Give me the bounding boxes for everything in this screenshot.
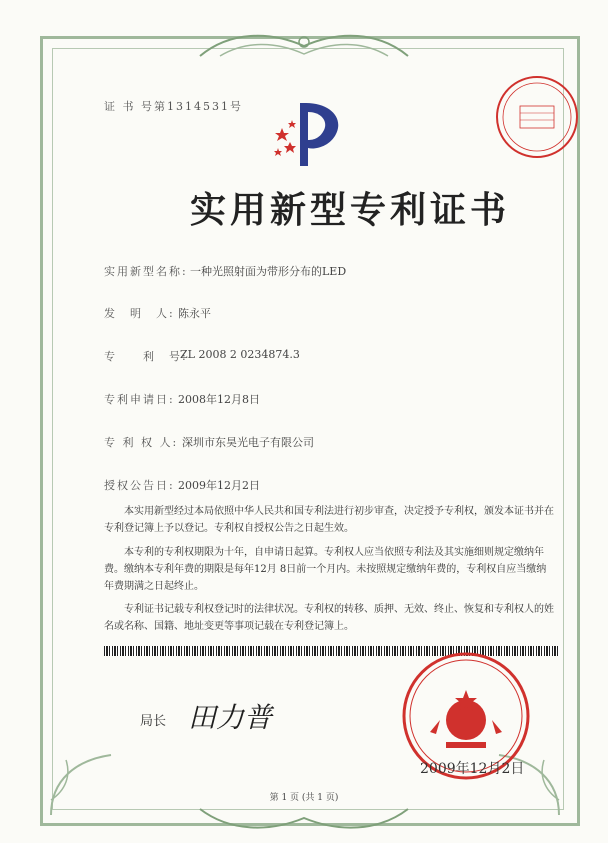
paragraph-term: 本专利的专利权期限为十年，自申请日起算。专利权人应当依照专利法及其实施细则规定缴纳年费。缴纳本专利年费的期限是每年12月 8日前一个月内。未按照规定缴纳年费的，专利权自应当缴纳年费期满之日起终止。: [104, 547, 547, 592]
field-label-filing-date: 专利申请日:: [104, 393, 175, 406]
field-label-inventor: 发 明 人:: [104, 307, 175, 320]
field-value-filing-date: 2008年12月8日: [178, 393, 260, 406]
bottom-ornament: [190, 804, 418, 834]
certificate-number: 证 书 号第1314531号: [104, 100, 243, 113]
director-signature: 田力普: [188, 701, 273, 734]
field-value-inventor: 陈永平: [178, 307, 211, 320]
corner-ornament-bl: [46, 740, 116, 820]
registration-seal: [492, 72, 582, 162]
field-value-name: 一种光照射面为带形分布的LED: [190, 265, 347, 278]
paragraph-grant: 本实用新型经过本局依照中华人民共和国专利法进行初步审查，决定授予专利权，颁发本证书并在专利登记簿上予以登记。专利权自授权公告之日起生效。: [104, 506, 554, 534]
field-label-patentee: 专 利 权 人:: [104, 436, 179, 449]
patent-office-logo: [268, 98, 348, 168]
field-label-patent-number: 专 利 号:: [104, 350, 188, 363]
director-label: 局长: [140, 714, 167, 729]
top-ornament: [190, 26, 418, 66]
field-value-patent-number: ZL 2008 2 0234874.3: [180, 348, 300, 361]
paragraph-legal-status: 专利证书记载专利权登记时的法律状况。专利权的转移、质押、无效、终止、恢复和专利权人的姓名或名称、国籍、地址变更等事项记载在专利登记簿上。: [104, 604, 554, 632]
field-label-grant-date: 授权公告日:: [104, 479, 175, 492]
field-value-grant-date: 2009年12月2日: [178, 479, 260, 492]
date-stamp: 2009年12月2日: [420, 761, 525, 777]
page-footer: 第 1 页 (共 1 页): [269, 793, 339, 803]
field-value-patentee: 深圳市东昊光电子有限公司: [182, 436, 314, 449]
certificate-title: 实用新型专利证书: [190, 189, 511, 231]
field-label-name: 实用新型名称:: [104, 265, 188, 278]
